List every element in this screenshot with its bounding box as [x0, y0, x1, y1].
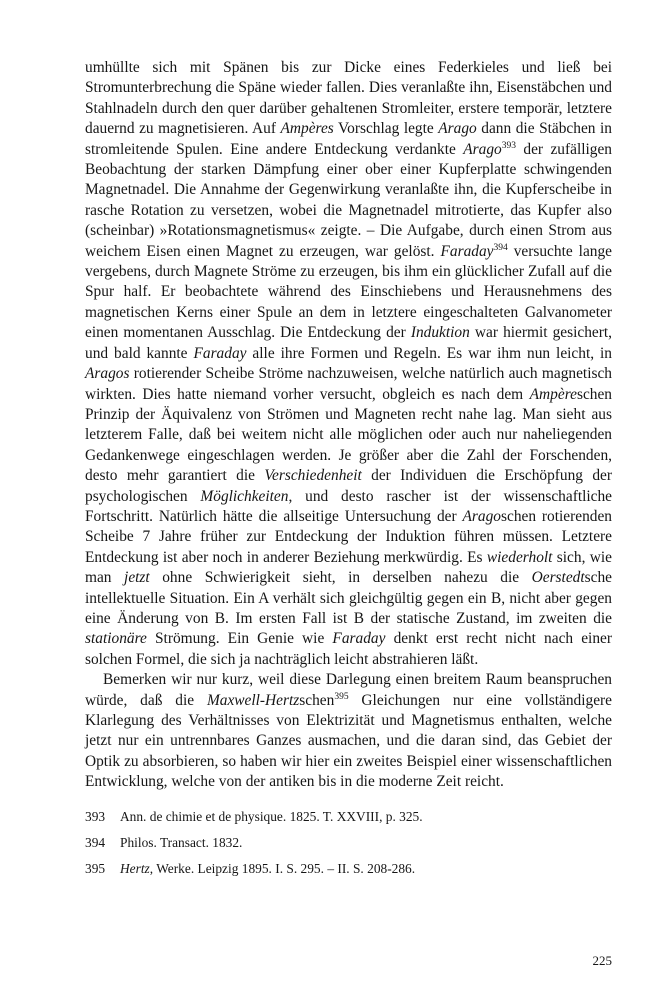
text-run: der zufälligen Beobachtung der starken Dämpfung einer ober einer Kupferplatte schwingenden Magnetnadel. Die Annahme der Gegenwirkung veranlaßte ihn, die Kupferscheibe in rasche Rotation zu versetzen, wobei die Magnetnadel mitrotierte, das Kupfer also (scheinbar) »Rotationsmagnetismus« zeigte. – Die Aufgabe, durch einen Strom aus weichem Eisen einen Magnet zu erzeugen, war gelöst. [85, 140, 612, 260]
italic-text-run: Hertz [120, 860, 150, 876]
italic-text-run: Faraday [193, 344, 247, 362]
italic-text-run: wiederholt [486, 548, 553, 566]
text-run: alle ihre Formen und Regeln. Es war ihm nun leicht, in [246, 344, 612, 362]
text-run: war hiermit gesichert, und bald kannte [85, 324, 612, 362]
footnote-ref: 393 [501, 140, 516, 151]
text-run: sich, wie man [85, 548, 612, 587]
body-text [85, 58, 612, 793]
text-run: Vorschlag legte [333, 120, 439, 138]
italic-text-run: Ampères [280, 120, 334, 138]
italic-text-run: Arago [463, 140, 502, 158]
paragraph [85, 670, 612, 792]
italic-text-run: Faraday [332, 630, 386, 648]
italic-text-run: Induktion [410, 324, 470, 342]
text-run: Gleichungen nur eine vollständigere Klarlegung des Verhältnisses von Elektrizität und Magnetismus enthalten, welche jetzt nur ein untrennbares Ganzes ausmachen, und die daran sind, das Gebiet der Optik zu absorbieren, so haben wir hier ein zweites Beispiel einer wissenschaftlichen Entwicklung, welche von der antiken bis in die moderne Zeit reicht. [85, 691, 612, 791]
paragraph [85, 58, 612, 670]
footnote [85, 808, 612, 825]
text-run: schen [299, 691, 335, 709]
footnote-number: 395 [85, 860, 106, 876]
text-run: Strömung. Ein Genie wie [146, 630, 333, 648]
page-number: 225 [592, 953, 612, 968]
italic-text-run: Maxwell-Hertz [206, 691, 300, 709]
footnote-ref: 395 [334, 691, 349, 702]
italic-text-run: Arago [462, 507, 501, 525]
italic-text-run: Aragos [85, 365, 130, 383]
footnote [85, 834, 612, 851]
text-run: sche intellektuelle Situation. Ein A verhält sich gleichgültig gegen ein B, nicht aber gegen eine Änderung von B. Im ersten Fall ist B der statische Zustand, im zweiten die [85, 569, 612, 627]
text-run: dann die Stäbchen in stromleitende Spulen. Eine andere Entdeckung verdankte [85, 120, 612, 158]
italic-text-run: Ampère [529, 385, 577, 403]
italic-text-run: stationäre [85, 630, 147, 648]
italic-text-run: Oerstedt [531, 569, 585, 587]
footnote [85, 860, 612, 877]
text-run: versuchte lange vergebens, durch Magnete Ströme zu erzeugen, bis ihm ein glücklicher Zufall auf die Spur half. Er beobachtete während des Einschiebens und Herausnehmens des magnetischen Kerns einer Spule an dem in letztere eingeschalteten Galvanometer einen momentanen Ausschlag. Die Entdeckung der [85, 242, 612, 342]
italic-text-run: Möglichkeiten [200, 487, 289, 505]
text-run: Bemerken wir nur kurz, weil diese Darlegung einen breitem Raum beanspruchen würde, daß die [85, 671, 612, 709]
footnote-number: 394 [85, 834, 106, 850]
italic-text-run: Verschiedenheit [264, 467, 362, 485]
italic-text-run: jetzt [124, 569, 150, 587]
text-run: , und desto rascher ist der wissenschaftliche Fortschritt. Natürlich hätte die allseitige Untersuchung der [85, 487, 613, 525]
text-run: Philos. Transact. 1832. [120, 834, 243, 850]
text-run: schen Prinzip der Äquivalenz von Strömen und Magneten recht nahe lag. Man sieht aus letzterem Falle, daß bei weitem nicht alle möglichen oder auch nur naheliegenden Gedankenwege eingeschlagen werden. Je größer aber die Zahl der Forschenden, desto mehr garantiert die [85, 385, 612, 485]
text-run: umhüllte sich mit Spänen bis zur Dicke eines Federkieles und ließ bei Stromunterbrechung die Späne wieder fallen. Dies veranlaßte ihn, Eisenstäbchen und Stahlnadeln durch den quer darüber gehaltenen Stromleiter, erstere temporär, letztere dauernd zu magnetisieren. Auf [85, 59, 612, 138]
italic-text-run: Faraday [440, 242, 494, 260]
footnotes-section [85, 808, 612, 877]
text-run: Ann. de chimie et de physique. 1825. T. XXVIII, p. 325. [120, 808, 423, 824]
text-run: der Individuen die Erschöpfung der psychologischen [85, 467, 613, 505]
text-run: , Werke. Leipzig 1895. I. S. 295. – II. S. 208-286. [149, 860, 416, 876]
text-run: denkt erst recht nicht nach einer solchen Formel, die sich ja nachträglich leicht abstrahieren läßt. [85, 630, 612, 668]
footnote-ref: 394 [493, 242, 508, 253]
footnote-text [120, 834, 612, 851]
footnote-number: 393 [85, 808, 106, 824]
text-run: ohne Schwierigkeit sieht, in derselben nahezu die [149, 569, 532, 587]
italic-text-run: Arago [438, 120, 477, 138]
footnote-text [120, 808, 612, 825]
footnote-text [120, 860, 612, 877]
text-run: rotierender Scheibe Ströme nachzuweisen, welche natürlich auch magnetisch wirkten. Dies hatte niemand vorher versucht, obgleich es nach dem [85, 365, 612, 403]
text-run: schen rotierenden Scheibe 7 Jahre früher zur Entdeckung der Induktion führen müssen. Letztere Entdeckung ist aber noch in anderer Beziehung merkwürdig. Es [85, 507, 612, 566]
